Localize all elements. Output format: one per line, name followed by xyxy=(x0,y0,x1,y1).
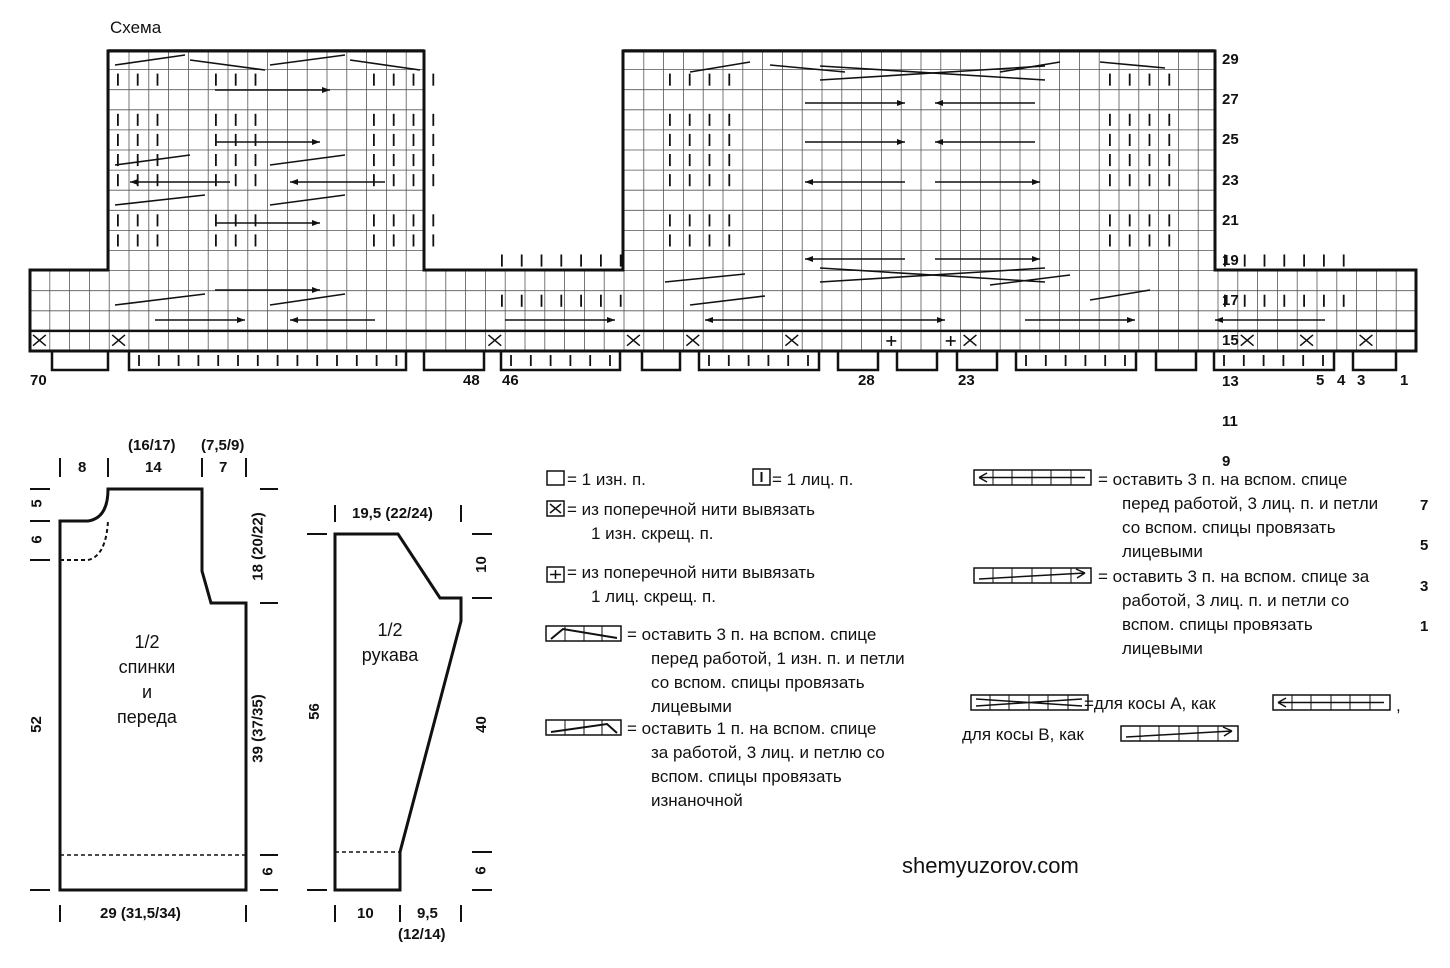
site-url: shemyuzorov.com xyxy=(902,853,1079,878)
legend-line: перед работой, 3 лиц. п. и петли xyxy=(1122,494,1379,513)
purl-symbol xyxy=(546,470,566,487)
row-number: 19 xyxy=(1222,252,1239,269)
dim-sleeve-cap-depth: 10 xyxy=(472,556,490,573)
dim-shoulder: 7 xyxy=(219,459,228,476)
label-line: 1/2 xyxy=(134,632,160,652)
legend-line: изнаночной xyxy=(651,791,743,810)
dim-shoulder-alt: (16/17) xyxy=(128,437,176,454)
legend-braid-a: =для косы А, как xyxy=(1084,694,1216,713)
dim-side: 39 (37/35) xyxy=(249,694,267,763)
column-number: 28 xyxy=(858,372,875,389)
legend-line: = оставить 1 п. на вспом. спице xyxy=(627,719,877,738)
row-number: 21 xyxy=(1222,211,1239,229)
legend-cross-knit xyxy=(567,561,815,609)
legend-line: 1 лиц. скрещ. п. xyxy=(591,587,716,606)
dim-cuff-alt: 9,5 xyxy=(417,905,438,922)
legend-cross-purl xyxy=(567,498,815,546)
legend-cable-back-purl xyxy=(627,717,885,813)
row-number: 3 xyxy=(1420,577,1429,595)
legend-line: = из поперечной нити вывязать xyxy=(567,563,815,582)
dim-sleeve-total: 56 xyxy=(305,703,323,720)
dim-neck-side: 6 xyxy=(28,535,46,544)
row-number: 15 xyxy=(1222,332,1239,350)
legend-line: лицевыми xyxy=(1122,639,1203,658)
dim-sleeve-length: 40 xyxy=(472,716,490,733)
legend-braid-comma: , xyxy=(1396,696,1401,715)
legend-line: со вспом. спицы провязать xyxy=(1122,518,1336,537)
dim-neck-left: 8 xyxy=(78,459,87,476)
legend-purl: = 1 изн. п. xyxy=(567,470,646,489)
row-number: 5 xyxy=(1420,537,1429,555)
legend-cable-front-purl xyxy=(627,623,905,719)
dim-neck: 14 xyxy=(145,459,162,476)
row-number: 11 xyxy=(1222,412,1238,430)
column-number: 4 xyxy=(1337,372,1346,389)
legend-line: 1 изн. скрещ. п. xyxy=(591,524,714,543)
column-number: 3 xyxy=(1357,372,1366,389)
legend-line: со вспом. спицы провязать xyxy=(651,673,865,692)
dim-total-length: 52 xyxy=(27,716,45,733)
dim-neck-depth: 5 xyxy=(28,499,46,508)
dim-cuff-alt2: (12/14) xyxy=(398,926,446,943)
dim-shoulder-alt2: (7,5/9) xyxy=(201,437,245,454)
dim-armhole: 18 (20/22) xyxy=(249,512,267,581)
row-number: 17 xyxy=(1222,292,1239,310)
dim-width: 29 (31,5/34) xyxy=(100,905,181,922)
cable-right-symbol xyxy=(973,567,1093,585)
column-number: 46 xyxy=(502,372,519,389)
cable-left-symbol xyxy=(973,469,1093,487)
column-number: 23 xyxy=(958,372,975,389)
knit-symbol xyxy=(752,468,772,487)
legend-cable-left xyxy=(1098,468,1378,564)
legend-line: = оставить 3 п. на вспом. спице xyxy=(1098,470,1348,489)
dim-sleeve-cuff: 6 xyxy=(472,866,490,875)
label-line: и xyxy=(141,682,153,702)
sleeve-label xyxy=(354,618,426,668)
legend-line: = из поперечной нити вывязать xyxy=(567,500,815,519)
sleeve-outline xyxy=(335,534,461,890)
legend-knit: = 1 лиц. п. xyxy=(772,470,854,489)
column-number: 70 xyxy=(30,372,47,389)
braid-symbol xyxy=(970,694,1090,712)
cable-back-purl-symbol xyxy=(545,719,623,737)
legend-line: лицевыми xyxy=(1122,542,1203,561)
column-number: 5 xyxy=(1316,372,1325,389)
dim-cuff-half: 10 xyxy=(357,905,374,922)
legend-cable-right xyxy=(1098,565,1369,661)
row-number: 27 xyxy=(1222,91,1239,109)
column-number: 1 xyxy=(1400,372,1409,389)
legend-line: вспом. спицы провязать xyxy=(651,767,842,786)
row-number: 1 xyxy=(1420,617,1429,635)
braid-a-ref-symbol xyxy=(1272,694,1392,712)
cable-front-purl-symbol xyxy=(545,625,623,643)
label-line: спинки xyxy=(118,657,176,677)
row-number: 29 xyxy=(1222,51,1239,68)
label-line: 1/2 xyxy=(377,620,403,640)
dim-hem: 6 xyxy=(259,867,277,876)
row-number: 23 xyxy=(1222,171,1239,189)
row-number: 25 xyxy=(1222,131,1239,149)
cross-knit-symbol xyxy=(546,566,566,584)
legend-braid-b: для косы В, как xyxy=(962,725,1084,744)
legend-line: = оставить 3 п. на вспом. спице за xyxy=(1098,567,1370,586)
dim-sleeve-cap: 19,5 (22/24) xyxy=(352,505,433,522)
legend-line: работой, 3 лиц. п. и петли со xyxy=(1122,591,1350,610)
legend-line: лицевыми xyxy=(651,697,732,716)
chart-title: Схема xyxy=(110,18,162,37)
legend-line: вспом. спицы провязать xyxy=(1122,615,1313,634)
label-line: переда xyxy=(117,707,177,727)
row-number: 7 xyxy=(1420,497,1429,515)
back-front-neck-dash xyxy=(60,521,108,560)
legend-line: за работой, 3 лиц. и петлю со xyxy=(651,743,885,762)
cross-purl-symbol xyxy=(546,500,566,518)
legend-line: перед работой, 1 изн. п. и петли xyxy=(651,649,905,668)
braid-b-ref-symbol xyxy=(1120,725,1240,743)
back-front-label xyxy=(104,630,190,730)
row-number: 9 xyxy=(1222,453,1231,470)
row-number: 13 xyxy=(1222,372,1239,390)
column-number: 48 xyxy=(463,372,480,389)
legend-line: = оставить 3 п. на вспом. спице xyxy=(627,625,877,644)
label-line: рукава xyxy=(361,645,419,665)
